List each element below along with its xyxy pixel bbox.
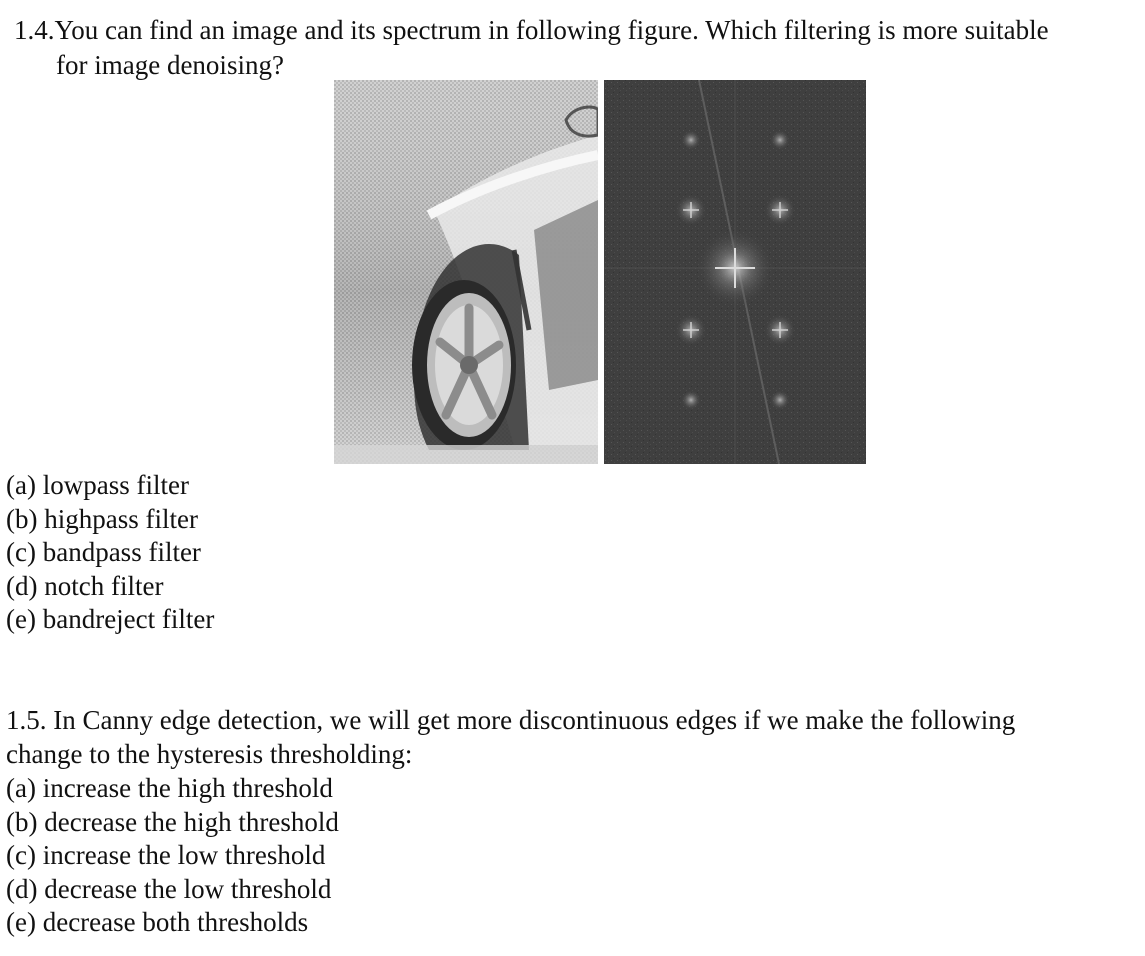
option-1-4-d: (d) notch filter [6, 570, 164, 601]
option-1-5-d: (d) decrease the low threshold [6, 873, 332, 904]
question-1-4-figure [334, 80, 866, 464]
question-1-5-text-line1: 1.5. In Canny edge detection, we will get more discontinuous edges if we make the following [6, 705, 1016, 735]
option-1-4-c: (c) bandpass filter [6, 537, 201, 568]
question-1-4-text-line1: 1.4.You can find an image and its spectrum in following figure. Which filtering is more suitable [14, 15, 1049, 45]
question-1-4-options [6, 469, 214, 637]
car-wheel-photo [334, 80, 598, 464]
question-1-4-text-line2: for image denoising? [56, 50, 284, 80]
option-1-5-b: (b) decrease the high threshold [6, 806, 339, 837]
option-1-4-e: (e) bandreject filter [6, 604, 215, 635]
option-1-4-b: (b) highpass filter [6, 503, 198, 534]
option-1-5-a: (a) increase the high threshold [6, 773, 333, 803]
option-1-4-a: (a) lowpass filter [6, 470, 189, 500]
question-1-5-options [6, 772, 339, 940]
option-1-5-c: (c) increase the low threshold [6, 840, 326, 871]
fourier-spectrum [604, 80, 866, 464]
option-1-5-e: (e) decrease both thresholds [6, 907, 309, 938]
question-1-5-text-line2: change to the hysteresis thresholding: [6, 739, 413, 769]
